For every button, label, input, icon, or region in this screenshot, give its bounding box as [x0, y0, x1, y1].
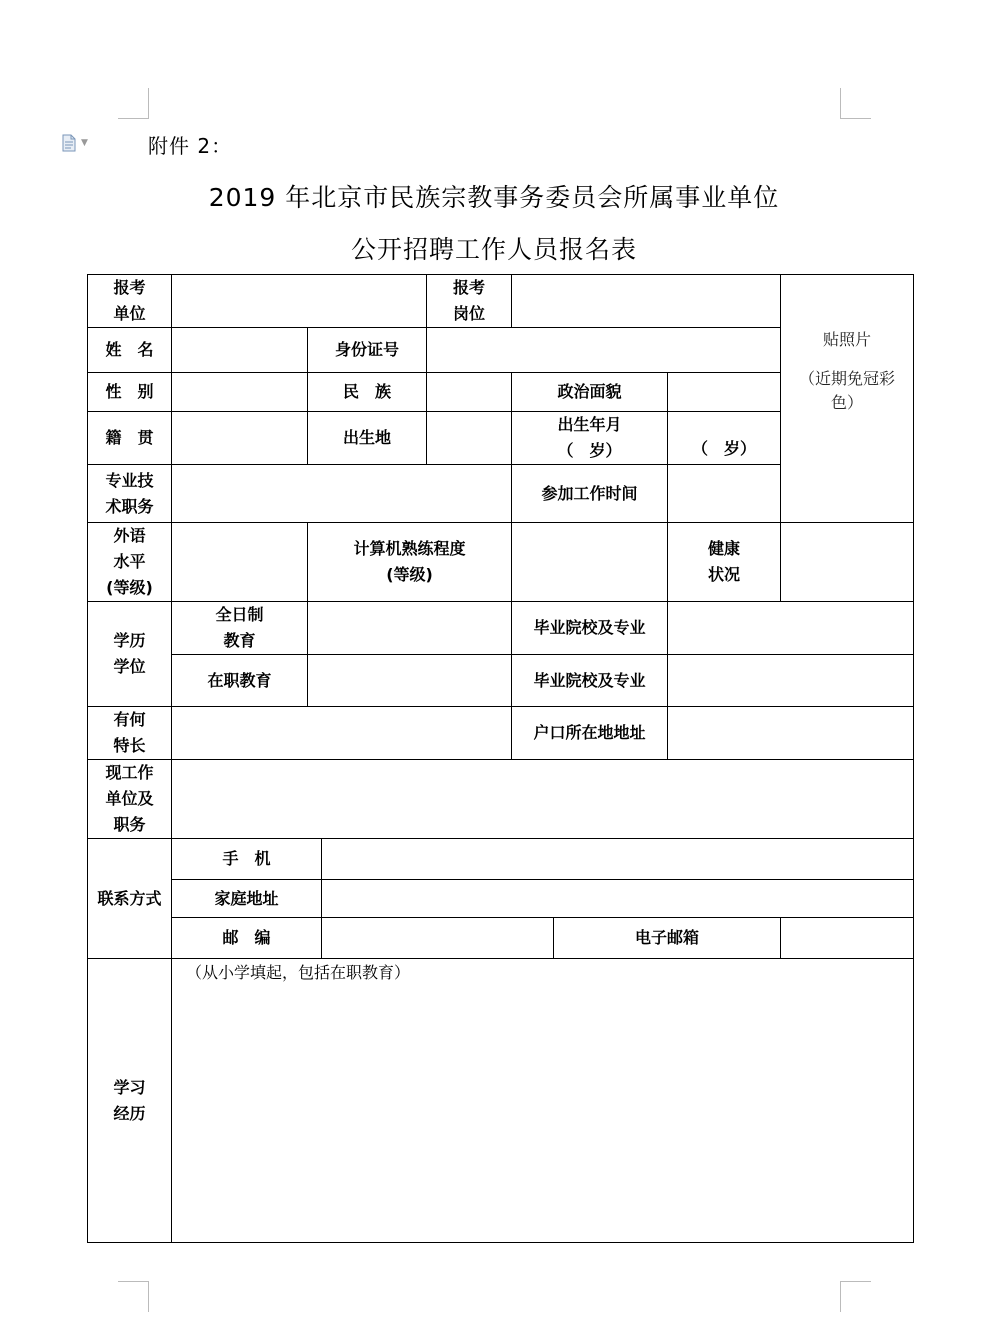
email-label: 电子邮箱 — [554, 918, 781, 959]
id-number-label: 身份证号 — [308, 328, 427, 373]
tech-title-label: 专业技 术职务 — [88, 465, 172, 523]
education-degree-label: 学历 学位 — [88, 602, 172, 707]
school-major-field-2[interactable] — [668, 655, 914, 707]
specialty-field[interactable] — [172, 707, 512, 760]
health-field[interactable] — [781, 523, 914, 602]
document-icon — [62, 134, 76, 152]
mobile-field[interactable] — [322, 839, 914, 880]
foreign-language-field[interactable] — [172, 523, 308, 602]
specialty-label: 有何 特长 — [88, 707, 172, 760]
apply-post-field[interactable] — [512, 275, 781, 328]
document-icon[interactable] — [62, 133, 102, 153]
school-major-field-1[interactable] — [668, 602, 914, 655]
health-label: 健康 状况 — [668, 523, 781, 602]
foreign-language-label: 外语 水平 (等级) — [88, 523, 172, 602]
inservice-edu-field[interactable] — [308, 655, 512, 707]
registration-form-table — [87, 274, 914, 1243]
political-status-field[interactable] — [668, 373, 781, 412]
hukou-address-field[interactable] — [668, 707, 914, 760]
study-history-field[interactable] — [172, 959, 914, 1243]
native-place-field[interactable] — [172, 412, 308, 465]
name-label: 姓 名 — [88, 328, 172, 373]
id-number-field[interactable] — [427, 328, 781, 373]
school-major-label-1: 毕业院校及专业 — [512, 602, 668, 655]
crop-mark-bottom-right — [840, 1281, 871, 1312]
photo-label: 贴照片 — [823, 330, 872, 349]
contact-label: 联系方式 — [88, 839, 172, 959]
age-field[interactable]: （ 岁） — [668, 412, 781, 465]
birth-date-label: 出生年月 （ 岁） — [512, 412, 668, 465]
apply-unit-field[interactable] — [172, 275, 427, 328]
fulltime-edu-label: 全日制 教育 — [172, 602, 308, 655]
crop-mark-bottom-left — [118, 1281, 149, 1312]
ethnicity-field[interactable] — [427, 373, 512, 412]
political-status-label: 政治面貌 — [512, 373, 668, 412]
mobile-label: 手 机 — [172, 839, 322, 880]
computer-skill-label: 计算机熟练程度 (等级) — [308, 523, 512, 602]
fulltime-edu-field[interactable] — [308, 602, 512, 655]
inservice-edu-label: 在职教育 — [172, 655, 308, 707]
study-history-label: 学习 经历 — [88, 959, 172, 1243]
current-work-label: 现工作 单位及 职务 — [88, 760, 172, 839]
apply-post-label: 报考 岗位 — [427, 275, 512, 328]
postcode-field[interactable] — [322, 918, 554, 959]
crop-mark-top-right — [840, 88, 871, 119]
home-address-field[interactable] — [322, 880, 914, 918]
photo-note: （近期免冠彩色） — [799, 369, 896, 412]
gender-label: 性 别 — [88, 373, 172, 412]
name-field[interactable] — [172, 328, 308, 373]
chevron-down-icon[interactable]: ▼ — [81, 137, 88, 148]
photo-box[interactable] — [781, 275, 914, 523]
tech-title-field[interactable] — [172, 465, 512, 523]
current-work-field[interactable] — [172, 760, 914, 839]
form-title-line-1: 2019 年北京市民族宗教事务委员会所属事业单位 — [208, 183, 780, 212]
computer-skill-field[interactable] — [512, 523, 668, 602]
work-start-field[interactable] — [668, 465, 781, 523]
native-place-label: 籍 贯 — [88, 412, 172, 465]
birthplace-field[interactable] — [427, 412, 512, 465]
attachment-label: 附件 2： — [148, 134, 233, 158]
birthplace-label: 出生地 — [308, 412, 427, 465]
email-field[interactable] — [781, 918, 914, 959]
form-title-line-2: 公开招聘工作人员报名表 — [350, 235, 637, 264]
postcode-label: 邮 编 — [172, 918, 322, 959]
study-history-hint: （从小学填起，包括在职教育） — [186, 963, 411, 982]
school-major-label-2: 毕业院校及专业 — [512, 655, 668, 707]
hukou-address-label: 户口所在地地址 — [512, 707, 668, 760]
work-start-label: 参加工作时间 — [512, 465, 668, 523]
apply-unit-label: 报考 单位 — [88, 275, 172, 328]
crop-mark-top-left — [118, 88, 149, 119]
gender-field[interactable] — [172, 373, 308, 412]
ethnicity-label: 民 族 — [308, 373, 427, 412]
home-address-label: 家庭地址 — [172, 880, 322, 918]
